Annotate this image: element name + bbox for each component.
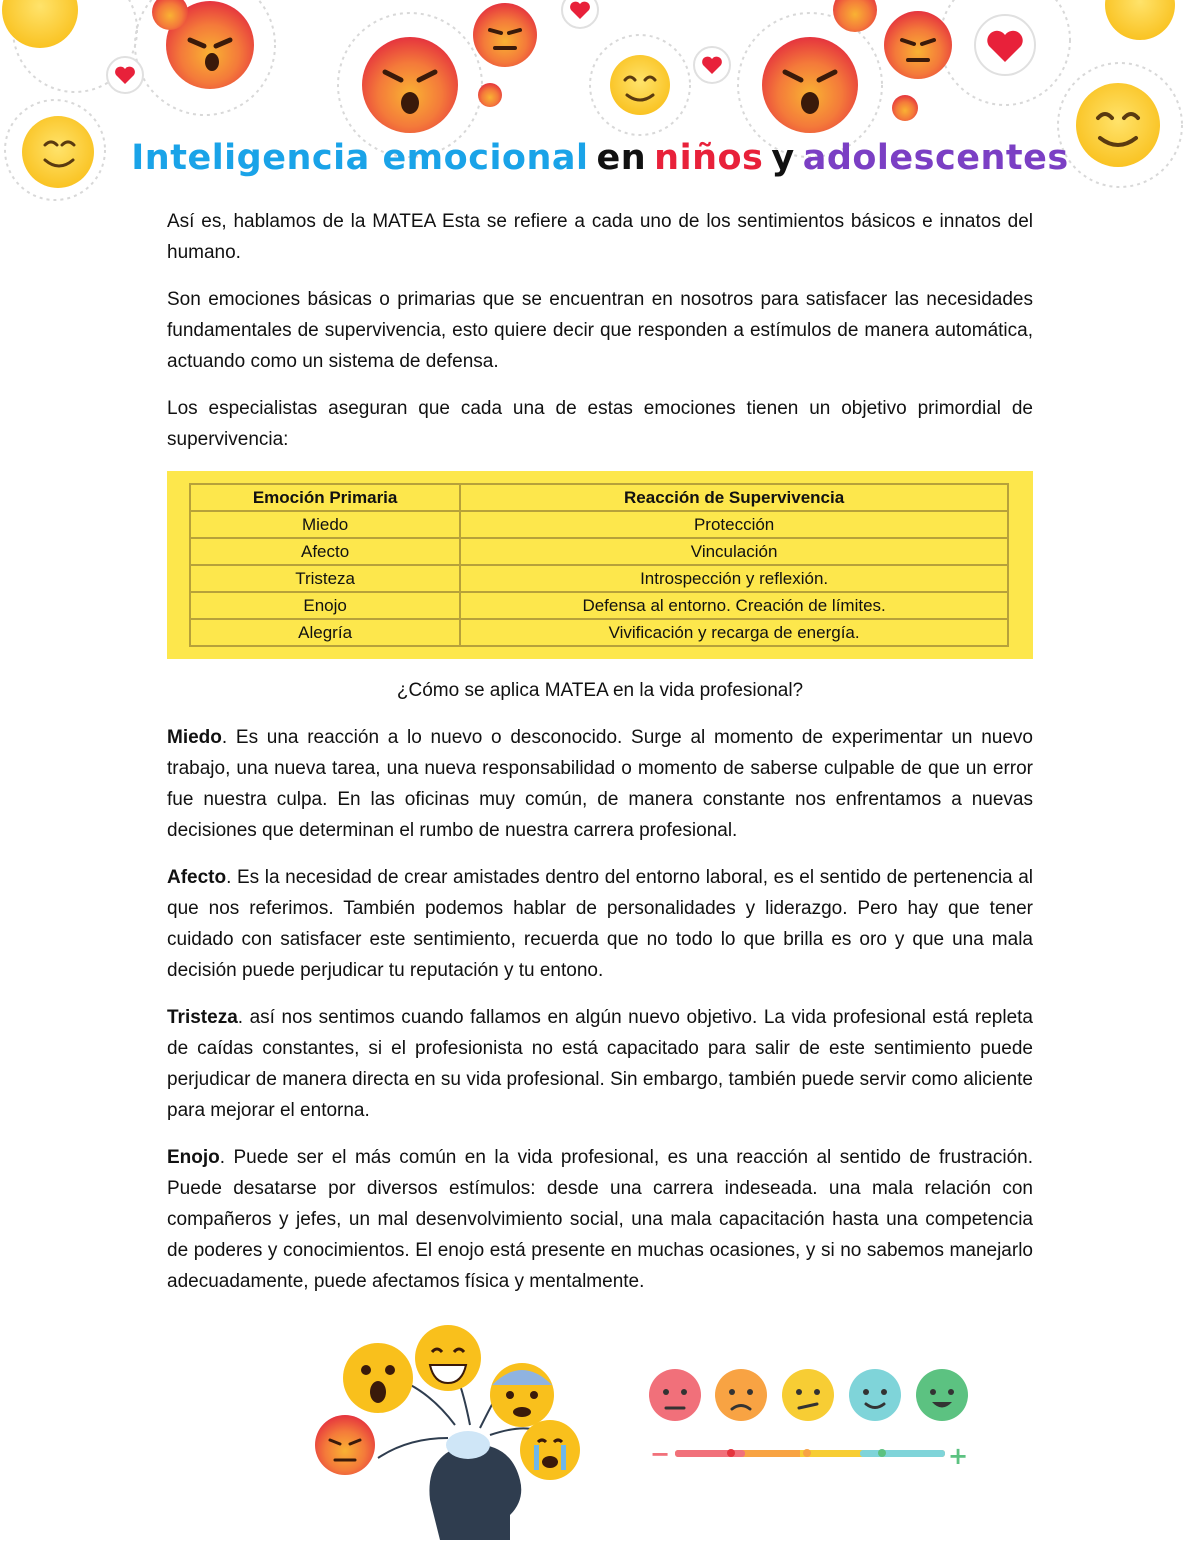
table-cell: Introspección y reflexión.	[460, 565, 1008, 592]
title-word: Inteligencia emocional	[131, 138, 589, 178]
section-subtitle: ¿Cómo se aplica MATEA en la vida profesional?	[396, 680, 804, 701]
section-miedo	[167, 722, 1033, 846]
mood-scale	[649, 1369, 968, 1470]
section-lead: Afecto	[167, 867, 227, 888]
scale-minus-label: −	[649, 1440, 671, 1468]
table-cell: Tristeza	[190, 565, 460, 592]
scale-plus-label: +	[947, 1442, 969, 1470]
angry-face-icon	[884, 11, 952, 79]
table-row	[190, 592, 1008, 619]
neutral-face-icon	[782, 1369, 834, 1421]
table-cell: Enojo	[190, 592, 460, 619]
smiling-face-icon	[610, 55, 670, 115]
title-word: en	[596, 138, 647, 178]
table-cell: Alegría	[190, 619, 460, 646]
sad-face-icon	[715, 1369, 767, 1421]
table-row	[190, 511, 1008, 538]
emotions-illustrations	[0, 1320, 1200, 1553]
header-decoration	[0, 0, 1200, 215]
grinning-face-icon	[415, 1325, 481, 1391]
angry-face-icon	[362, 37, 458, 133]
title-word: y	[771, 138, 795, 178]
table-cell: Vivificación y recarga de energía.	[460, 619, 1008, 646]
title-word: niños	[654, 138, 764, 178]
paragraph: Son emociones básicas o primarias que se encuentran en nosotros para satisfacer las necesidades fundamentales de supervivencia, esto quiere decir que responden a estímulos de manera automática, actuando como un sistema de defensa.	[167, 289, 1033, 372]
section-text: . Es una reacción a lo nuevo o desconocido. Surge al momento de experimentar un nuevo trabajo, una nueva tarea, una nueva responsabilidad o momento de saberse culpable de que un error fue nuestra culpa. En las oficinas muy común, de manera constante nos enfrentamos a nuevas decisiones que determinan el rumbo de nuestra carrera profesional.	[167, 727, 1033, 841]
section-lead: Miedo	[167, 727, 222, 748]
very-sad-face-icon	[649, 1369, 701, 1421]
paragraph: Los especialistas aseguran que cada una de estas emociones tienen un objetivo primordial de supervivencia:	[167, 398, 1033, 450]
page-title	[0, 138, 1200, 178]
table-cell: Protección	[460, 511, 1008, 538]
table-cell: Defensa al entorno. Creación de límites.	[460, 592, 1008, 619]
angry-face-icon	[473, 3, 537, 67]
section-afecto	[167, 862, 1033, 986]
section-text: . así nos sentimos cuando fallamos en algún nuevo objetivo. La vida profesional está repleta de caídas constantes, si el profesionista no está capacitado para salir de este sentimiento puede perjudicar de manera directa en su vida profesional. Sin embargo, también puede servir como aliciente para mejorar el entorna.	[167, 1007, 1033, 1121]
document-body	[167, 206, 1033, 1313]
section-text: . Puede ser el más común en la vida profesional, es una reacción al sentido de frustración. Puede desatarse por diversos estímulos: desde una carrera indeseada. una mala relación con compañeros y jefes, un mal desenvolvimiento social, una mala capacitación hasta una competencia de poderes y conocimientos. El enojo está presente en muchas ocasiones, y si no sabemos manejarlo adecuadamente, puede afectamos física y mentalmente.	[167, 1147, 1033, 1292]
section-lead: Enojo	[167, 1147, 220, 1168]
table-row	[190, 619, 1008, 646]
happy-face-icon	[916, 1369, 968, 1421]
emotions-table	[189, 483, 1009, 647]
emotions-table-box	[167, 471, 1033, 659]
section-tristeza	[167, 1002, 1033, 1126]
table-row	[190, 565, 1008, 592]
bottom-illustrations	[0, 1320, 1200, 1553]
surprised-face-icon	[343, 1343, 413, 1413]
table-cell: Vinculación	[460, 538, 1008, 565]
section-lead: Tristeza	[167, 1007, 238, 1028]
smile-face-icon	[849, 1369, 901, 1421]
table-header-row	[190, 484, 1008, 511]
angry-face-icon	[762, 37, 858, 133]
table-cell: Afecto	[190, 538, 460, 565]
anxious-face-icon	[490, 1363, 554, 1427]
table-row	[190, 538, 1008, 565]
emoji-bubbles-illustration	[0, 0, 1200, 215]
column-header: Emoción Primaria	[190, 484, 460, 511]
table-cell: Miedo	[190, 511, 460, 538]
scale-bar	[675, 1449, 945, 1457]
section-enojo	[167, 1142, 1033, 1297]
column-header: Reacción de Supervivencia	[460, 484, 1008, 511]
paragraph: Así es, hablamos de la MATEA Esta se refiere a cada uno de los sentimientos básicos e innatos del humano.	[167, 211, 1033, 263]
angry-face-icon	[315, 1415, 375, 1475]
section-text: . Es la necesidad de crear amistades dentro del entorno laboral, es el sentido de pertenencia al que nos referimos. También podemos hablar de personalidades y liderazgo. Pero hay que tener cuidado con satisfacer este sentimiento, recuerda que no todo lo que brilla es oro y que una mala decisión puede perjudicar tu reputación y tu entono.	[167, 867, 1033, 981]
title-word: adolescentes	[802, 138, 1069, 178]
crying-face-icon	[520, 1420, 580, 1480]
